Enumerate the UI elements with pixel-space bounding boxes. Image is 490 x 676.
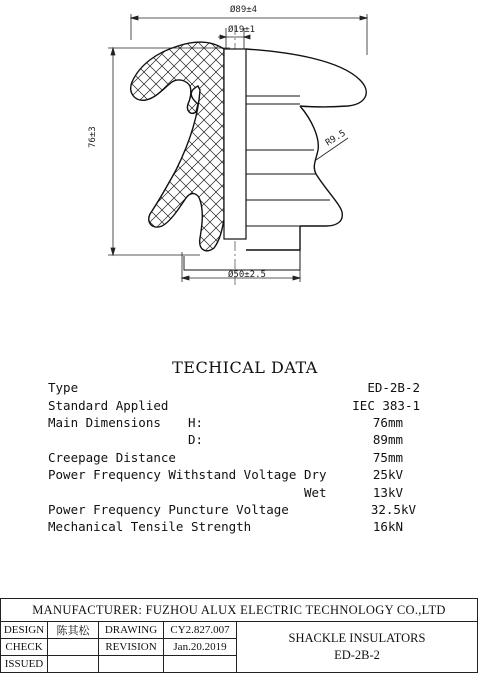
product-cell bbox=[237, 622, 478, 673]
spec-value: 25kV bbox=[372, 467, 403, 482]
spec-sub-label: H: bbox=[188, 415, 204, 430]
manufacturer: MANUFACTURER: FUZHOU ALUX ELECTRIC TECHNOLOGY CO.,LTD bbox=[1, 599, 478, 622]
design-label: DESIGN bbox=[1, 622, 48, 639]
drawing-number: CY2.827.007 bbox=[164, 622, 237, 639]
base-diameter-label: Ø50±2.5 bbox=[228, 270, 266, 280]
product-name: SHACKLE INSULATORS bbox=[288, 631, 426, 645]
spec-value: 16kN bbox=[372, 519, 403, 534]
design-name: 陈其松 bbox=[48, 622, 99, 639]
issued-value bbox=[48, 656, 99, 673]
check-label: CHECK bbox=[1, 639, 48, 656]
bore bbox=[224, 49, 246, 239]
overall-diameter-label: Ø89±4 bbox=[230, 5, 258, 15]
spec-value: ED-2B-2 bbox=[367, 380, 420, 395]
spec-value: 76mm bbox=[372, 415, 403, 430]
spec-value: 13kV bbox=[372, 485, 403, 500]
height-label: 76±3 bbox=[88, 126, 98, 148]
radius-label: R9.5 bbox=[324, 128, 348, 149]
spec-sub-label: Dry bbox=[304, 467, 327, 482]
bore-diameter-label: Ø19±1 bbox=[228, 25, 256, 35]
drawing-label: DRAWING bbox=[99, 622, 164, 639]
spec-sub-label: D: bbox=[188, 432, 204, 447]
technical-data-title: TECHICAL DATA bbox=[172, 358, 318, 377]
product-code: ED-2B-2 bbox=[334, 648, 380, 662]
revision-date: Jan.20.2019 bbox=[164, 639, 237, 656]
revision-label: REVISION bbox=[99, 639, 164, 656]
blank-cell bbox=[99, 656, 164, 673]
spec-label: Main Dimensions bbox=[48, 415, 161, 430]
section-left bbox=[131, 42, 224, 251]
spec-value: 89mm bbox=[372, 432, 403, 447]
spec-value: 75mm bbox=[372, 450, 403, 465]
spec-label: Type bbox=[48, 380, 79, 395]
spec-label: Power Frequency Withstand Voltage bbox=[48, 467, 297, 482]
issued-label: ISSUED bbox=[1, 656, 48, 673]
blank-cell bbox=[164, 656, 237, 673]
spec-label: Standard Applied bbox=[48, 398, 169, 413]
spec-label: Creepage Distance bbox=[48, 450, 176, 465]
title-block bbox=[0, 598, 478, 673]
spec-label: Power Frequency Puncture Voltage bbox=[48, 502, 289, 517]
spec-label: Mechanical Tensile Strength bbox=[48, 519, 252, 534]
spec-value: 32.5kV bbox=[370, 502, 416, 517]
check-value bbox=[48, 639, 99, 656]
spec-value: IEC 383-1 bbox=[352, 398, 420, 413]
spec-sub-label: Wet bbox=[304, 485, 327, 500]
